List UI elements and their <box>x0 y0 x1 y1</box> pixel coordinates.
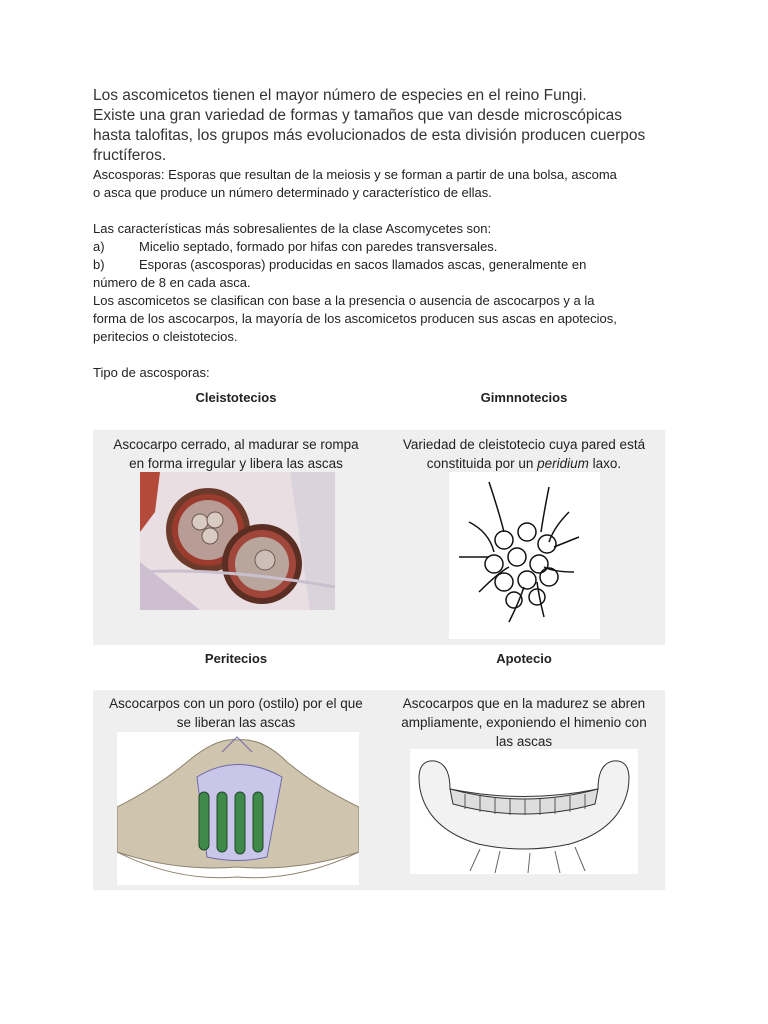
cleistotecios-heading: Cleistotecios <box>195 390 277 405</box>
peritecios-heading: Peritecios <box>204 651 268 666</box>
classification-line: forma de los ascocarpos, la mayoría de los ascomicetos producen sus ascas en apotecios, <box>93 311 617 326</box>
intro-line: hasta talofitas, los grupos más evolucionados de esta división producen cuerpos <box>93 127 646 144</box>
list-item-b <box>93 256 668 274</box>
list-tag: b) <box>93 257 105 272</box>
intro-line: Existe una gran variedad de formas y tamaños que van desde microscópicas <box>93 107 623 124</box>
description-line: ampliamente, exponiendo el himenio con <box>401 715 647 730</box>
peritecios-description <box>93 694 379 732</box>
peritecio-illustration <box>117 732 359 885</box>
description-line: en forma irregular y libera las ascas <box>129 456 343 471</box>
list-item-b-continuation: número de 8 en cada asca. <box>93 275 251 290</box>
intro-line: Los ascomicetos tienen el mayor número de especies en el reino Fungi. <box>93 87 587 104</box>
list-text: Esporas (ascosporas) producidas en sacos llamados ascas, generalmente en <box>139 257 587 272</box>
text-run: laxo. <box>588 456 622 471</box>
intro-paragraph <box>93 86 668 166</box>
list-tag: a) <box>93 239 105 254</box>
characteristics-title: Las características más sobresalientes de la clase Ascomycetes son: <box>93 221 492 236</box>
gimnotecios-heading: Gimnnotecios <box>480 390 568 405</box>
gimnotecio-illustration <box>449 472 600 639</box>
ascosporas-definition-line: Ascosporas: Esporas que resultan de la meiosis y se forman a partir de una bolsa, ascoma <box>93 167 617 182</box>
classification-line: Los ascomicetos se clasifican con base a la presencia o ausencia de ascocarpos y a la <box>93 293 595 308</box>
description-line: las ascas <box>495 734 553 749</box>
text-run: constituida por un <box>426 456 538 471</box>
document-body <box>93 86 668 382</box>
cleistotecio-micrograph <box>140 472 335 610</box>
description-line: Ascocarpos que en la madurez se abren <box>402 696 646 711</box>
apotecio-illustration <box>410 749 638 874</box>
italic-term: peridium <box>537 456 589 471</box>
description-line <box>381 454 667 473</box>
description-line: se liberan las ascas <box>176 715 296 730</box>
gimnotecios-description <box>381 435 667 473</box>
classification-line: peritecios o cleistotecios. <box>93 329 238 344</box>
description-line: Ascocarpo cerrado, al madurar se rompa <box>113 437 359 452</box>
list-text: Micelio septado, formado por hifas con paredes transversales. <box>139 239 498 254</box>
list-item-a <box>93 238 668 256</box>
description-line: Variedad de cleistotecio cuya pared está <box>402 437 646 452</box>
apotecio-description <box>381 694 667 751</box>
description-line: Ascocarpos con un poro (ostilo) por el que <box>109 696 363 711</box>
ascosporas-definition-line: o asca que produce un número determinado y característico de ellas. <box>93 185 492 200</box>
cleistotecios-description <box>93 435 379 473</box>
intro-line: fructíferos. <box>93 147 167 164</box>
apotecio-heading: Apotecio <box>496 651 552 666</box>
types-title: Tipo de ascosporas: <box>93 365 210 380</box>
